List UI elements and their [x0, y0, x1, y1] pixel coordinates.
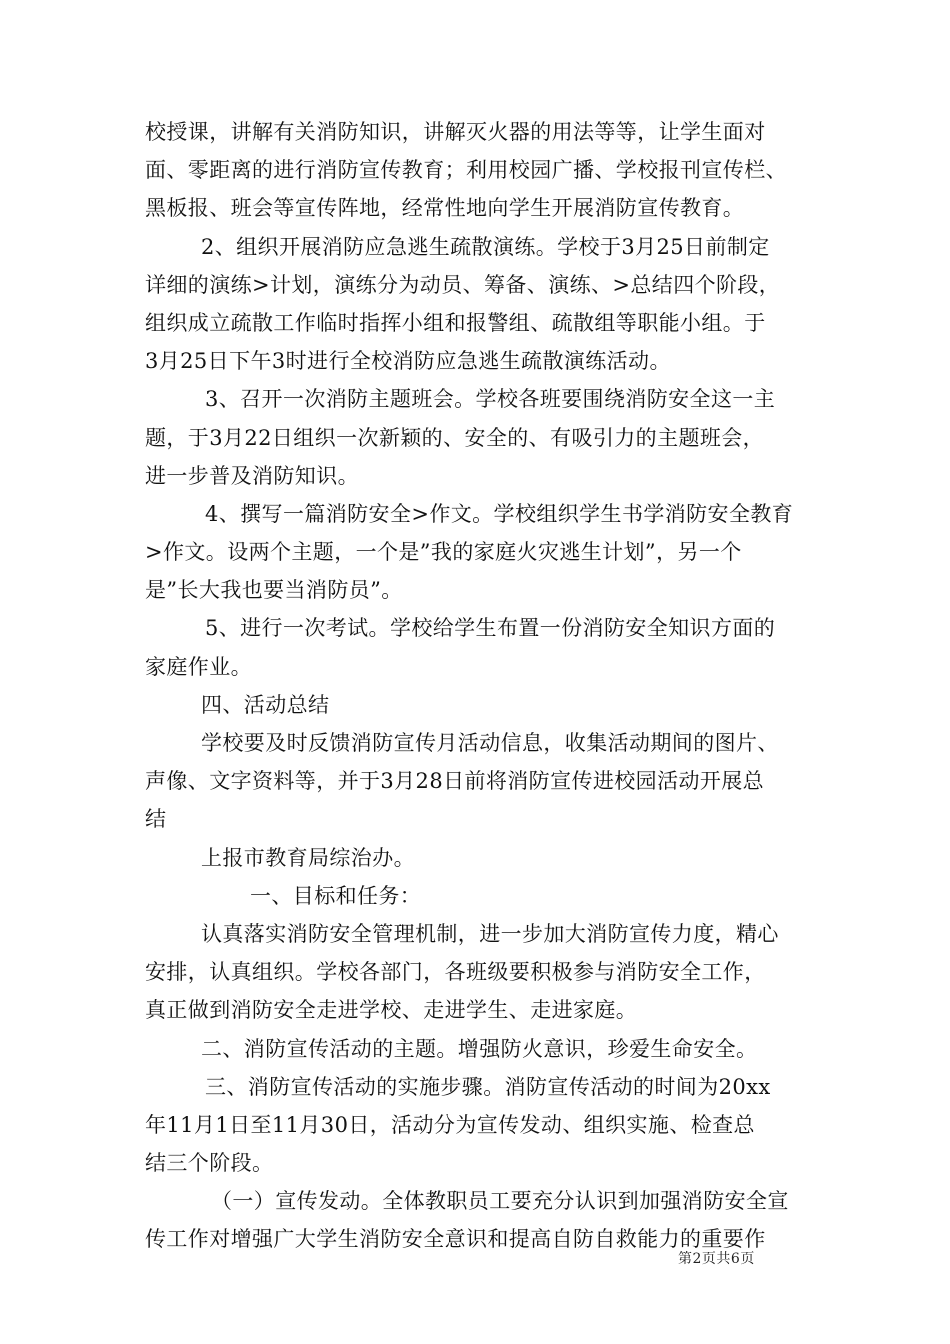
paragraph-start-line: 上报市教育局综治办。	[201, 845, 415, 870]
text-line: 详细的演练>计划，演练分为动员、筹备、演练、>总结四个阶段，	[145, 272, 781, 297]
section-heading: 一、目标和任务：	[250, 883, 422, 908]
text-line: 真正做到消防安全走进学校、走进学生、走进家庭。	[145, 998, 638, 1023]
text-line: 组织成立疏散工作临时指挥小组和报警组、疏散组等职能小组。于	[145, 310, 766, 335]
text-line: >作文。设两个主题，一个是”我的家庭火灾逃生计划”，另一个	[145, 540, 742, 565]
text-line: 是”长大我也要当消防员”。	[145, 578, 403, 603]
text-line: 校授课，讲解有关消防知识，讲解灭火器的用法等等，让学生面对	[145, 120, 766, 144]
paragraph-start-line: 2、组织开展消防应急逃生疏散演练。学校于3月25日前制定	[201, 234, 770, 259]
text-line: 3月25日下午3时进行全校消防应急逃生疏散演练活动。	[145, 349, 671, 374]
text-line: 进一步普及消防知识。	[145, 463, 359, 488]
text-line: 结三个阶段。	[145, 1151, 274, 1176]
document-body	[145, 113, 815, 1259]
paragraph-start-line: （一）宣传发动。全体教职员工要充分认识到加强消防安全宣	[211, 1189, 789, 1214]
text-line: 安排，认真组织。学校各部门，各班级要积极参与消防安全工作，	[145, 960, 766, 985]
text-line: 面、零距离的进行消防宣传教育；利用校园广播、学校报刊宣传栏、	[145, 158, 787, 183]
text-line: 家庭作业。	[145, 654, 252, 679]
paragraph-start-line: 4、撰写一篇消防安全>作文。学校组织学生书学消防安全教育	[205, 501, 794, 526]
text-line: 黑板报、班会等宣传阵地，经常性地向学生开展消防宣传教育。	[145, 196, 745, 221]
section-heading: 二、消防宣传活动的主题。增强防火意识，珍爱生命安全。	[201, 1036, 758, 1061]
paragraph-start-line: 3、召开一次消防主题班会。学校各班要围绕消防安全这一主	[205, 387, 776, 412]
text-line: 传工作对增强广大学生消防安全意识和提高自防自救能力的重要作	[145, 1227, 766, 1252]
text-line: 题，于3月22日组织一次新颖的、安全的、有吸引力的主题班会，	[145, 425, 765, 450]
text-line: 年11月1日至11月30日，活动分为宣传发动、组织实施、检查总	[145, 1112, 755, 1137]
text-line: 结	[145, 807, 167, 832]
page-number-footer: 第2页共6页	[678, 1251, 755, 1267]
section-heading: 四、活动总结	[201, 692, 330, 717]
paragraph-start-line: 5、进行一次考试。学校给学生布置一份消防安全知识方面的	[205, 616, 776, 641]
paragraph-start-line: 三、消防宣传活动的实施步骤。消防宣传活动的时间为20xx	[205, 1074, 771, 1099]
paragraph-start-line: 认真落实消防安全管理机制，进一步加大消防宣传力度，精心	[201, 921, 779, 946]
text-line: 声像、文字资料等，并于3月28日前将消防宣传进校园活动开展总	[145, 769, 765, 794]
paragraph-start-line: 学校要及时反馈消防宣传月活动信息，收集活动期间的图片、	[201, 731, 779, 755]
